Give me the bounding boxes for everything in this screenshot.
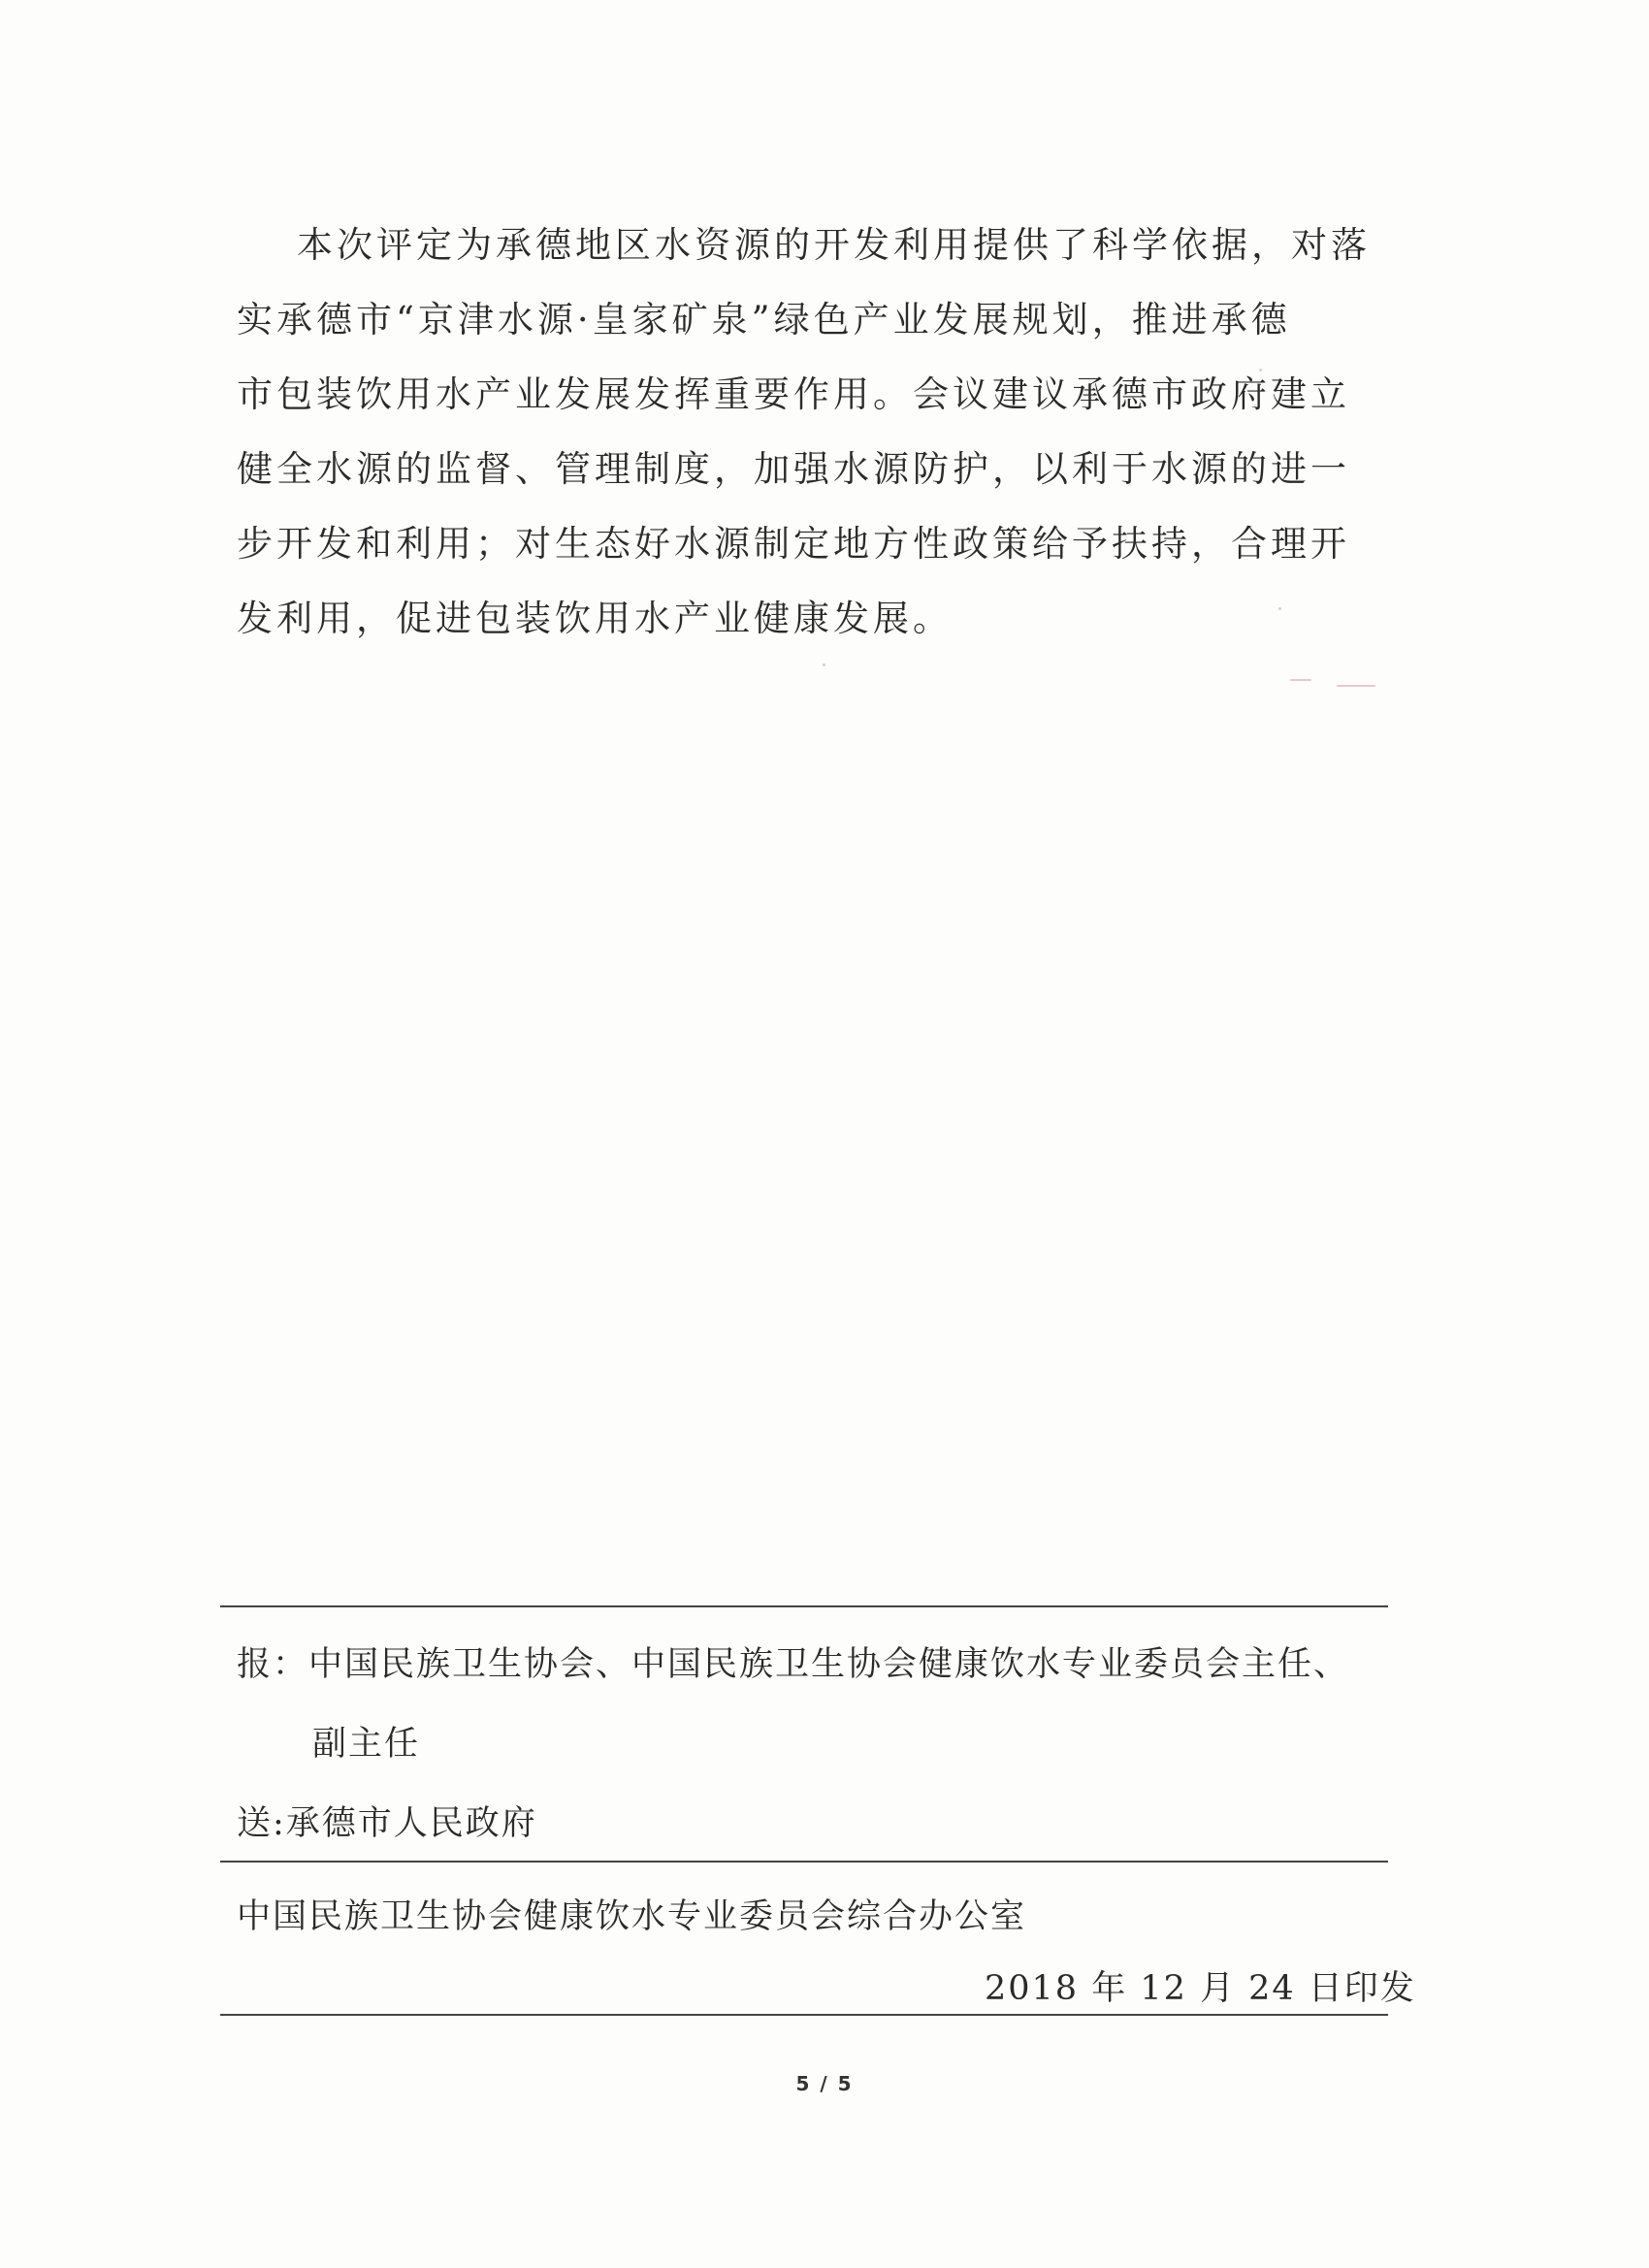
body-line-3: 市包装饮用水产业发展发挥重要作用。会议建议承德市政府建立 bbox=[237, 373, 1350, 415]
body-line-5: 步开发和利用；对生态好水源制定地方性政策给予扶持，合理开 bbox=[237, 523, 1350, 565]
scan-speck bbox=[1337, 685, 1375, 687]
body-line-1: 本次评定为承德地区水资源的开发利用提供了科学依据，对落 bbox=[297, 224, 1371, 266]
send-to-line: 送:承德市人民政府 bbox=[237, 1804, 537, 1843]
body-line-6: 发利用，促进包装饮用水产业健康发展。 bbox=[237, 598, 953, 639]
footer-rule-top bbox=[220, 1605, 1388, 1607]
issuing-office: 中国民族卫生协会健康饮水专业委员会综合办公室 bbox=[237, 1897, 1027, 1936]
issue-date: 2018 年 12 月 24 日印发 bbox=[985, 1969, 1416, 2008]
footer-rule-middle bbox=[220, 1861, 1388, 1863]
report-to-continued: 副主任 bbox=[312, 1725, 421, 1764]
body-paragraph bbox=[237, 208, 1381, 656]
scan-speck bbox=[1290, 679, 1311, 681]
page-number: 5 / 5 bbox=[795, 2072, 854, 2095]
body-line-2: 实承德市“京津水源·皇家矿泉”绿色产业发展规划，推进承德 bbox=[237, 299, 1291, 340]
footer-rule-bottom bbox=[220, 2014, 1388, 2016]
body-line-4: 健全水源的监督、管理制度，加强水源防护，以利于水源的进一 bbox=[237, 448, 1350, 490]
report-to-line: 报：中国民族卫生协会、中国民族卫生协会健康饮水专业委员会主任、 bbox=[237, 1645, 1350, 1684]
scan-speck bbox=[823, 664, 825, 666]
scan-speck bbox=[1278, 607, 1281, 610]
scan-speck bbox=[1259, 369, 1262, 372]
